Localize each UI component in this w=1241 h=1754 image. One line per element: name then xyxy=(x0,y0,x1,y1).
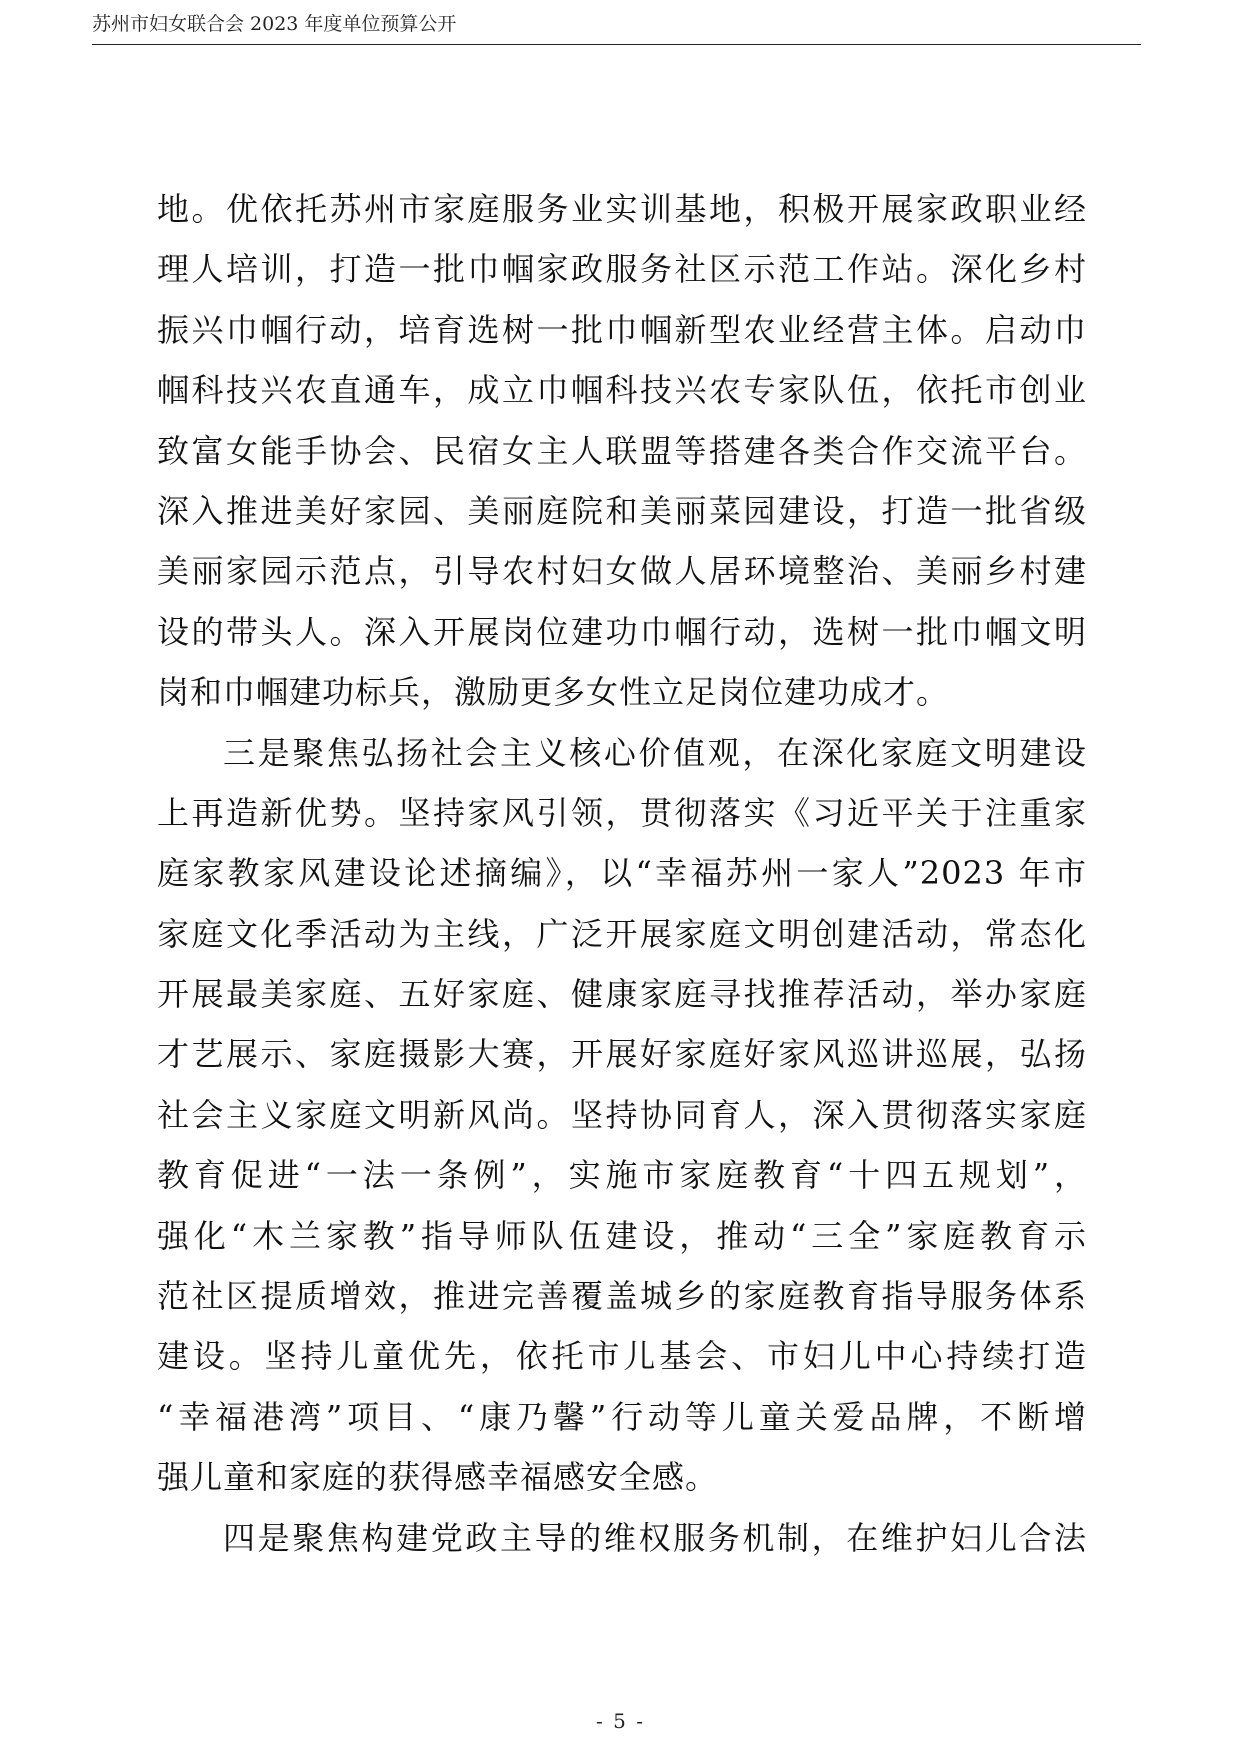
running-header: 苏州市妇女联合会 2023 年度单位预算公开 xyxy=(92,13,457,35)
paragraph-first-line: 三是聚焦弘扬社会主义核心价值观，在深化家庭文明建设 xyxy=(223,733,1087,772)
text-line: 上再造新优势。坚持家风引领，贯彻落实《习近平关于注重家 xyxy=(157,793,1087,832)
text-line: 社会主义家庭文明新风尚。坚持协同育人，深入贯彻落实家庭 xyxy=(157,1095,1087,1134)
text-line: 地。优依托苏州市家庭服务业实训基地，积极开展家政职业经 xyxy=(157,190,1087,228)
text-line: 美丽家园示范点，引导农村妇女做人居环境整治、美丽乡村建 xyxy=(157,552,1087,591)
text-line: 帼科技兴农直通车，成立巾帼科技兴农专家队伍，依托市创业 xyxy=(157,371,1087,410)
text-line: 建设。坚持儿童优先，依托市儿基会、市妇儿中心持续打造 xyxy=(157,1337,1087,1376)
text-line: 岗和巾帼建功标兵，激励更多女性立足岗位建功成才。 xyxy=(157,673,950,712)
text-line: 强儿童和家庭的获得感幸福感安全感。 xyxy=(157,1458,719,1497)
text-line: 强化“木兰家教”指导师队伍建设，推动“三全”家庭教育示 xyxy=(157,1216,1087,1255)
text-line: 教育促进“一法一条例”，实施市家庭教育“十四五规划”， xyxy=(157,1156,1087,1195)
text-line: 才艺展示、家庭摄影大赛，开展好家庭好家风巡讲巡展，弘扬 xyxy=(157,1035,1087,1074)
body-text xyxy=(157,179,1087,1568)
text-line: 范社区提质增效，推进完善覆盖城乡的家庭教育指导服务体系 xyxy=(157,1277,1087,1316)
text-line: 设的带头人。深入开展岗位建功巾帼行动，选树一批巾帼文明 xyxy=(157,612,1087,651)
header-rule xyxy=(92,44,1141,45)
text-line: 理人培训，打造一批巾帼家政服务社区示范工作站。深化乡村 xyxy=(157,250,1087,289)
text-line: 庭家教家风建设论述摘编》，以“幸福苏州一家人”2023 年市 xyxy=(157,854,1087,893)
text-line: 深入推进美好家园、美丽庭院和美丽菜园建设，打造一批省级 xyxy=(157,491,1087,530)
text-line: 开展最美家庭、五好家庭、健康家庭寻找推荐活动，举办家庭 xyxy=(157,975,1087,1014)
paragraph-first-line: 四是聚焦构建党政主导的维权服务机制，在维护妇儿合法 xyxy=(223,1518,1087,1557)
page-number: - 5 - xyxy=(596,1709,645,1733)
text-line: 家庭文化季活动为主线，广泛开展家庭文明创建活动，常态化 xyxy=(157,914,1087,953)
text-line: “幸福港湾”项目、“康乃馨”行动等儿童关爱品牌，不断增 xyxy=(157,1397,1087,1436)
text-line: 致富女能手协会、民宿女主人联盟等搭建各类合作交流平台。 xyxy=(157,431,1087,470)
text-line: 振兴巾帼行动，培育选树一批巾帼新型农业经营主体。启动巾 xyxy=(157,310,1087,349)
